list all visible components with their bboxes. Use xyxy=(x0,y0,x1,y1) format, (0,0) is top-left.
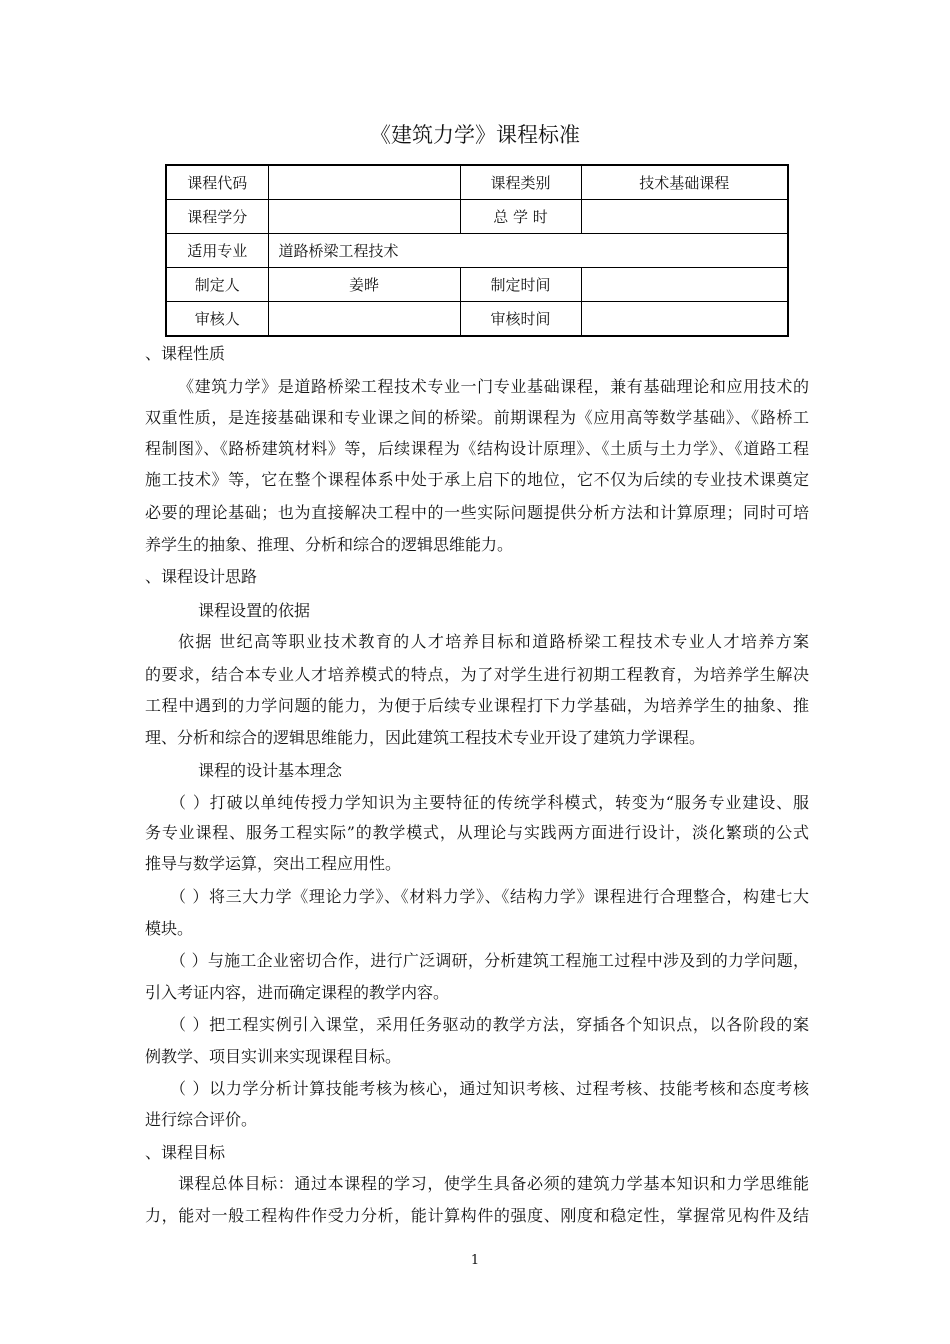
paragraph-line: 理、分析和综合的逻辑思维能力，因此建筑工程技术专业开设了建筑力学课程。 xyxy=(145,728,706,747)
created-label: 制定时间 xyxy=(460,268,581,302)
paragraph-line: 程制图》、《路桥建筑材料》等，后续课程为《结构设计原理》、《土质与土力学》、《道路工程 xyxy=(145,439,809,458)
paragraph-line: 例教学、项目实训来实现课程目标。 xyxy=(145,1047,402,1066)
list-item: （ ）把工程实例引入课堂，采用任务驱动的教学方法，穿插各个知识点，以各阶段的案 xyxy=(170,1015,809,1034)
course-info-table xyxy=(165,164,789,337)
list-item: （ ）将三大力学《理论力学》、《材料力学》、《结构力学》课程进行合理整合，构建七大 xyxy=(170,887,809,906)
reviewer-value xyxy=(268,302,460,337)
major-label: 适用专业 xyxy=(166,234,268,268)
paragraph-line: 施工技术》等，它在整个课程体系中处于承上启下的地位，它不仅为后续的专业技术课奠定 xyxy=(145,470,809,489)
paragraph-line: 养学生的抽象、推理、分析和综合的逻辑思维能力。 xyxy=(145,535,514,554)
table-row xyxy=(166,200,788,234)
list-item: （ ）与施工企业密切合作，进行广泛调研，分析建筑工程施工过程中涉及到的力学问题， xyxy=(170,951,809,970)
paragraph-line: 推导与数学运算，突出工程应用性。 xyxy=(145,854,402,873)
page-title: 《建筑力学》课程标准 xyxy=(370,123,580,147)
paragraph-line: 《建筑力学》是道路桥梁工程技术专业一门专业基础课程，兼有基础理论和应用技术的 xyxy=(178,377,809,396)
paragraph-line: 必要的理论基础；也为直接解决工程中的一些实际问题提供分析方法和计算原理；同时可培 xyxy=(145,503,809,522)
author-value: 姜晔 xyxy=(268,268,460,302)
major-value: 道路桥梁工程技术 xyxy=(268,234,788,268)
page-number: 1 xyxy=(470,1253,480,1268)
table-row xyxy=(166,268,788,302)
paragraph-line: 进行综合评价。 xyxy=(145,1110,258,1129)
table-row xyxy=(166,234,788,268)
course-type-value: 技术基础课程 xyxy=(581,165,788,200)
section-heading-course-goals: 、课程目标 xyxy=(145,1143,226,1162)
list-item: （ ）打破以单纯传授力学知识为主要特征的传统学科模式，转变为“服务专业建设、服 xyxy=(170,793,809,812)
course-code-label: 课程代码 xyxy=(166,165,268,200)
table-row xyxy=(166,165,788,200)
reviewer-label: 审核人 xyxy=(166,302,268,337)
section-heading-course-nature: 、课程性质 xyxy=(145,344,226,363)
paragraph-line: 依据 世纪高等职业技术教育的人才培养目标和道路桥梁工程技术专业人才培养方案 xyxy=(178,632,809,651)
review-time-value xyxy=(581,302,788,337)
subsection-heading-concept: 课程的设计基本理念 xyxy=(198,761,343,780)
list-item: （ ）以力学分析计算技能考核为核心，通过知识考核、过程考核、技能考核和态度考核 xyxy=(170,1079,809,1098)
credits-label: 课程学分 xyxy=(166,200,268,234)
paragraph-line: 模块。 xyxy=(145,919,194,938)
paragraph-line: 引入考证内容，进而确定课程的教学内容。 xyxy=(145,983,450,1002)
table-row xyxy=(166,302,788,337)
author-label: 制定人 xyxy=(166,268,268,302)
course-type-label: 课程类别 xyxy=(460,165,581,200)
subsection-heading-basis: 课程设置的依据 xyxy=(198,601,311,620)
course-code-value xyxy=(268,165,460,200)
paragraph-line: 工程中遇到的力学问题的能力，为便于后续专业课程打下力学基础，为培养学生的抽象、推 xyxy=(145,696,809,715)
created-value xyxy=(581,268,788,302)
credits-value xyxy=(268,200,460,234)
total-hours-value xyxy=(581,200,788,234)
section-heading-design-idea: 、课程设计思路 xyxy=(145,567,258,586)
paragraph-line: 务专业课程、服务工程实际”的教学模式，从理论与实践两方面进行设计，淡化繁琐的公式 xyxy=(145,823,809,842)
paragraph-line: 双重性质，是连接基础课和专业课之间的桥梁。前期课程为《应用高等数学基础》、《路桥工 xyxy=(145,408,809,427)
paragraph-line: 课程总体目标：通过本课程的学习，使学生具备必须的建筑力学基本知识和力学思维能 xyxy=(178,1174,809,1193)
paragraph-line: 的要求，结合本专业人才培养模式的特点，为了对学生进行初期工程教育，为培养学生解决 xyxy=(145,665,809,684)
paragraph-line: 力，能对一般工程构件作受力分析，能计算构件的强度、刚度和稳定性，掌握常见构件及结 xyxy=(145,1206,809,1225)
review-time-label: 审核时间 xyxy=(460,302,581,337)
total-hours-label: 总 学 时 xyxy=(460,200,581,234)
